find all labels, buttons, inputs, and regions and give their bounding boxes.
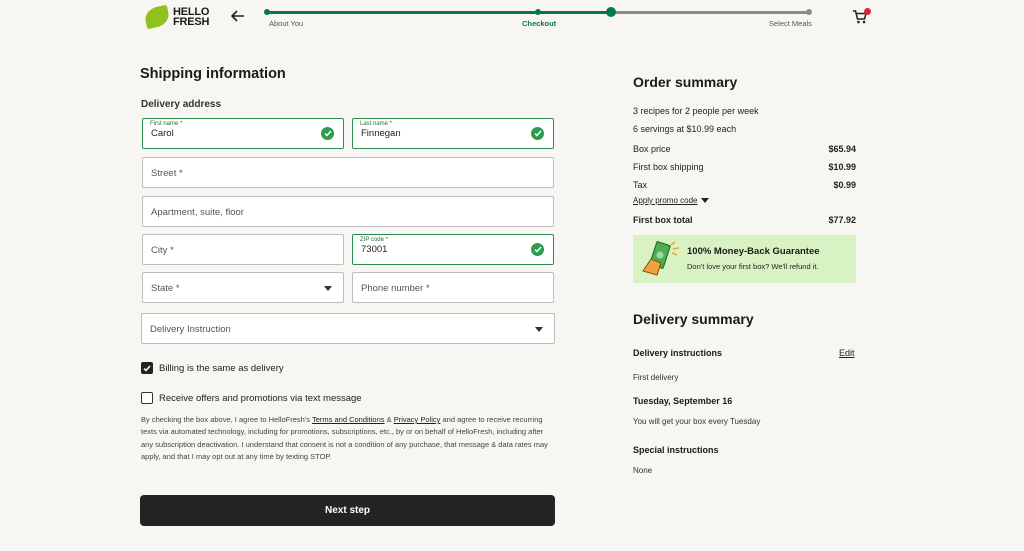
logo-text-line2: FRESH (173, 16, 210, 28)
state-placeholder: State * (151, 283, 180, 294)
servings-description: 6 servings at $10.99 each (633, 124, 737, 134)
progress-segment-remaining (611, 11, 809, 14)
shipping-information-title: Shipping information (140, 66, 286, 82)
leaf-icon (143, 5, 171, 30)
check-circle-icon (531, 127, 544, 140)
street-input[interactable] (142, 157, 554, 188)
step-label-select-meals: Select Meals (769, 19, 812, 28)
legal-text-part2: and agree to receive recurring texts via automated technology, including for promotions, subscriptions, etc., by or on behalf of HelloFresh, including after any subscription deactivation. I understand that consent is not a condition of any purchase, that message & data rates may apply, and that I may opt out at any time by texting STOP. (141, 415, 548, 462)
caret-down-icon (701, 198, 709, 203)
back-arrow-icon[interactable] (229, 6, 247, 26)
billing-same-checkbox[interactable] (141, 362, 153, 374)
first-box-total-value: $77.92 (828, 215, 856, 225)
legal-text-part1: By checking the box above, I agree to HelloFresh's (141, 415, 312, 424)
first-name-label: First name * (150, 121, 183, 127)
text-offers-label[interactable]: Receive offers and promotions via text message (159, 393, 362, 404)
special-instructions-value: None (633, 466, 653, 475)
first-name-value: Carol (151, 128, 174, 139)
last-name-value: Finnegan (361, 128, 401, 139)
apartment-placeholder: Apartment, suite, floor (151, 207, 244, 218)
street-placeholder: Street * (151, 168, 183, 179)
logo-text-line1: HELLO (173, 6, 210, 18)
special-instructions-label: Special instructions (633, 445, 719, 455)
money-back-guarantee-banner (633, 235, 856, 283)
edit-delivery-link[interactable]: Edit (839, 348, 855, 358)
step-dot-select-meals (806, 9, 812, 15)
first-box-total-label: First box total (633, 215, 693, 225)
legal-text-amp: & (384, 415, 394, 424)
progress-segment-complete (267, 11, 538, 14)
guarantee-title: 100% Money-Back Guarantee (687, 246, 820, 257)
shipping-label: First box shipping (633, 162, 704, 172)
zip-code-label: ZIP code * (360, 237, 388, 243)
delivery-instruction-placeholder: Delivery Instruction (150, 324, 231, 335)
state-select[interactable] (142, 272, 344, 303)
billing-same-label[interactable]: Billing is the same as delivery (159, 363, 284, 374)
step-dot-current (606, 7, 616, 17)
recurring-delivery-text: You will get your box every Tuesday (633, 417, 761, 426)
check-circle-icon (531, 243, 544, 256)
progress-segment-current (538, 11, 611, 14)
first-name-field[interactable] (142, 118, 344, 149)
terms-and-conditions-link[interactable]: Terms and Conditions (311, 415, 385, 424)
checkmark-icon (143, 365, 151, 372)
guarantee-subtitle: Don't love your first box? We'll refund it. (687, 262, 819, 271)
box-price-label: Box price (633, 144, 671, 154)
text-offers-checkbox[interactable] (141, 392, 153, 404)
city-placeholder: City * (151, 245, 174, 256)
chevron-down-icon (324, 286, 332, 291)
order-summary-title: Order summary (633, 74, 738, 90)
check-circle-icon (321, 127, 334, 140)
last-name-label: Last name * (360, 121, 393, 127)
legal-consent-text (141, 414, 551, 464)
step-dot-about-you (264, 9, 270, 15)
phone-number-placeholder: Phone number * (361, 283, 430, 294)
cart-badge (864, 8, 871, 15)
first-delivery-label: First delivery (633, 373, 679, 382)
tax-value: $0.99 (833, 180, 856, 190)
privacy-policy-link[interactable]: Privacy Policy (393, 415, 441, 424)
zip-code-value: 73001 (361, 244, 388, 255)
phone-number-input[interactable] (352, 272, 554, 303)
step-label-about-you[interactable]: About You (269, 19, 304, 28)
hand-money-icon (639, 241, 683, 277)
delivery-instruction-select[interactable] (141, 313, 555, 344)
tax-label: Tax (633, 180, 648, 190)
shipping-value: $10.99 (828, 162, 856, 172)
chevron-down-icon (535, 327, 543, 332)
next-step-button[interactable]: Next step (140, 495, 555, 526)
step-label-checkout: Checkout (522, 19, 557, 28)
step-dot-checkout (535, 9, 541, 15)
apartment-input[interactable] (142, 196, 554, 227)
delivery-address-subtitle: Delivery address (141, 99, 222, 110)
first-delivery-date: Tuesday, September 16 (633, 396, 733, 406)
delivery-summary-title: Delivery summary (633, 311, 754, 327)
plan-description: 3 recipes for 2 people per week (633, 106, 759, 116)
hellofresh-logo[interactable] (145, 7, 209, 27)
apply-promo-code-label: Apply promo code (633, 196, 698, 205)
box-price-value: $65.94 (828, 144, 856, 154)
zip-code-field[interactable] (352, 234, 554, 265)
city-input[interactable] (142, 234, 344, 265)
apply-promo-code-link[interactable] (633, 196, 709, 205)
delivery-instructions-label: Delivery instructions (633, 348, 723, 358)
last-name-field[interactable] (352, 118, 554, 149)
